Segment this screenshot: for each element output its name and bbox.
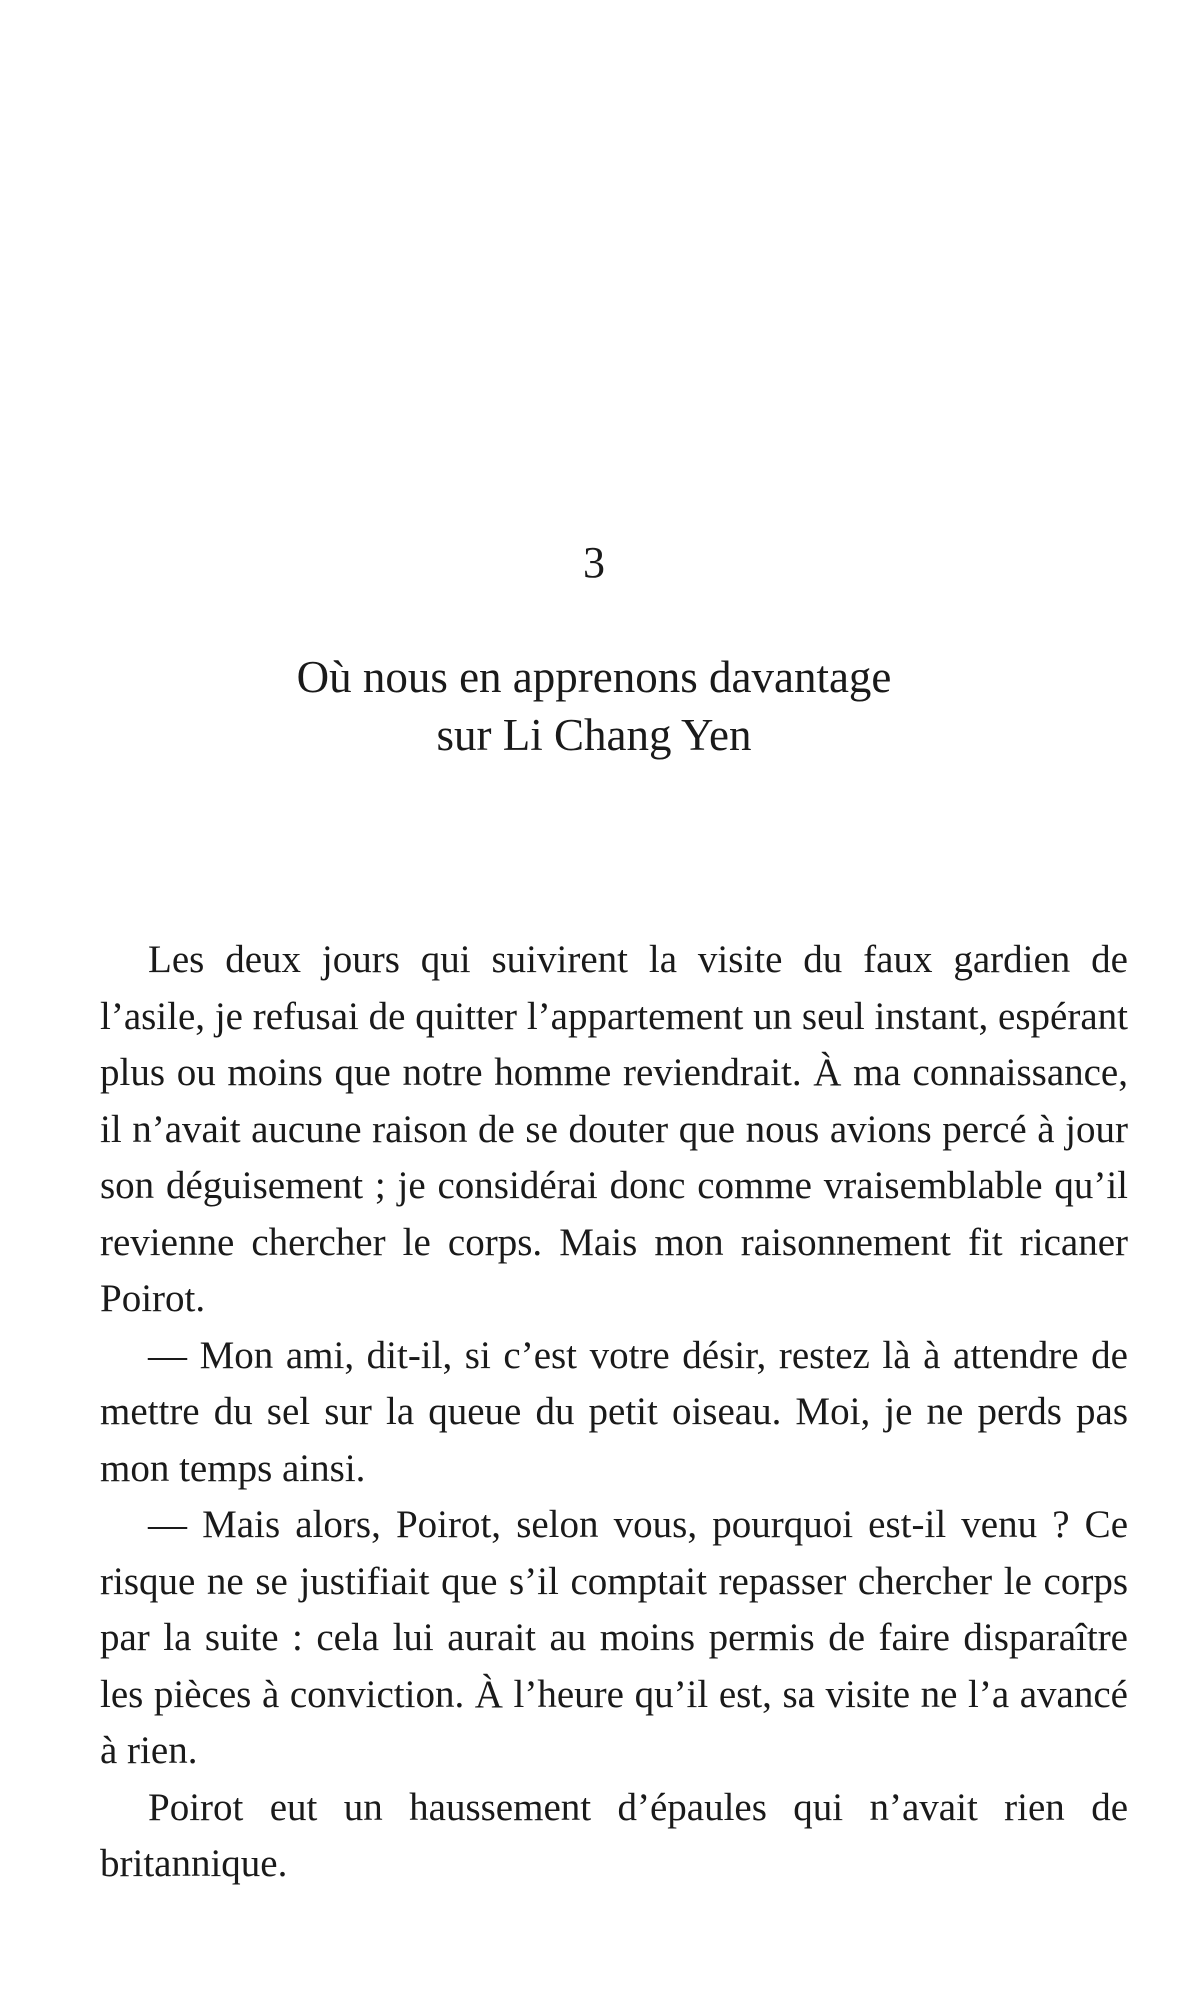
paragraph: Les deux jours qui suivirent la visite du faux gardien de l’asile, je refusai de quitter l’appartement un seul instant, espérant plus ou moins que notre homme reviendrait. À ma connaissance, il n’avait aucune raison de se douter que nous avions percé à jour son déguisement ; je considérai donc comme vraisemblable qu’il revienne chercher le corps. Mais mon raisonnement fit ricaner Poirot. bbox=[100, 938, 1128, 1320]
paragraph: — Mais alors, Poirot, selon vous, pourquoi est-il venu ? Ce risque ne se justifiait que s’il comptait repasser chercher le corps par la suite : cela lui aurait au moins permis de faire disparaître les pièces à conviction. À l’heure qu’il est, sa visite ne l’a avancé à rien. bbox=[100, 1503, 1128, 1772]
paragraph: — Mon ami, dit-il, si c’est votre désir, restez là à attendre de mettre du sel sur la queue du petit oiseau. Moi, je ne perds pas mon temps ainsi. bbox=[100, 1333, 1128, 1490]
chapter-number: 3 bbox=[583, 538, 605, 587]
chapter-body bbox=[100, 932, 1128, 1893]
paragraph: Poirot eut un haussement d’épaules qui n’avait rien de britannique. bbox=[100, 1785, 1128, 1885]
chapter-title-line-2: sur Li Chang Yen bbox=[436, 710, 752, 760]
chapter-title bbox=[0, 648, 1188, 764]
chapter-title-line-1: Où nous en apprenons davantage bbox=[296, 652, 892, 702]
